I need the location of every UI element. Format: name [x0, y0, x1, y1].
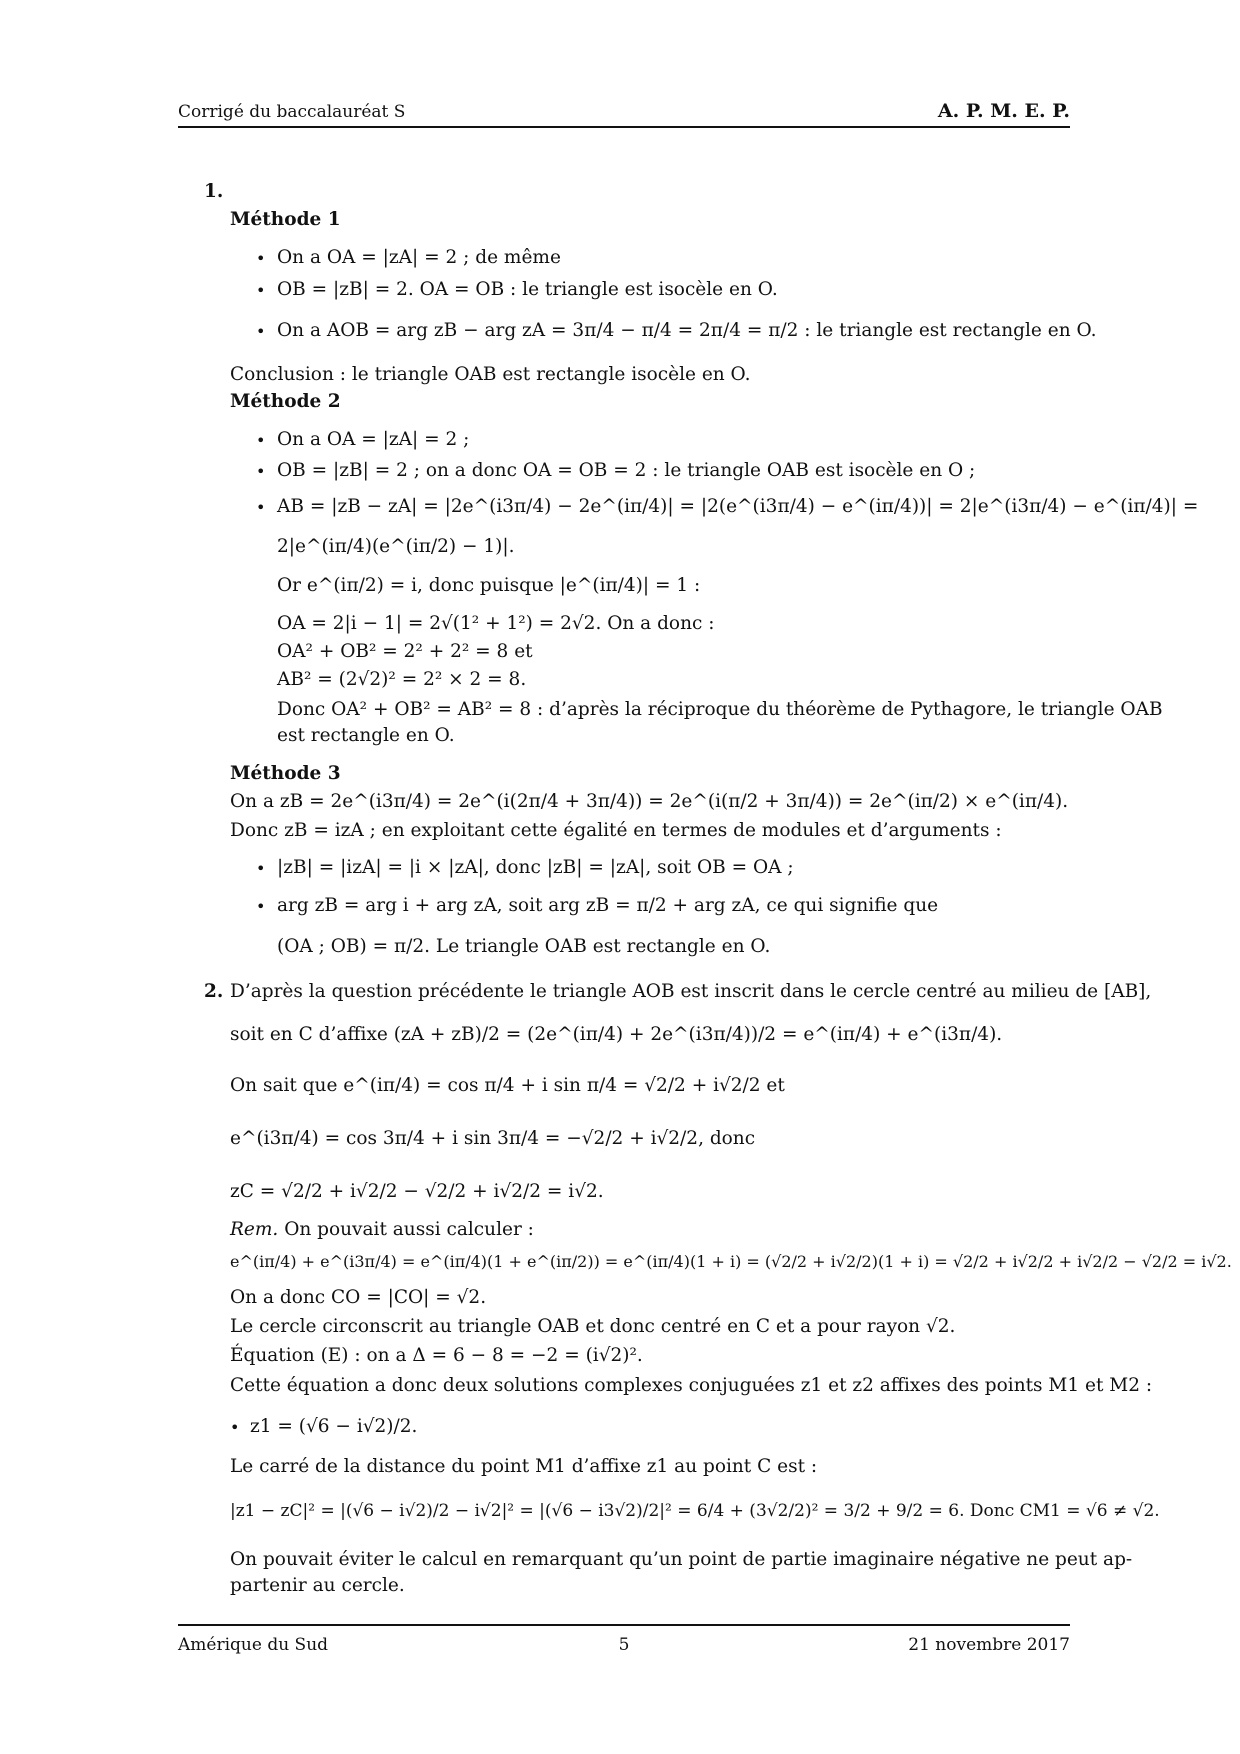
q2-line-10: Cette équation a donc deux solutions complexes conjuguées z1 et z2 affixes des points M1 et M2 :	[230, 1375, 1153, 1396]
m1-line-2: OB = |zB| = 2. OA = OB : le triangle est isocèle en O.	[277, 279, 778, 300]
m2-line-6: OA = 2|i − 1| = 2√(1² + 1²) = 2√2. On a donc :	[277, 613, 715, 634]
q2-remark	[230, 1218, 534, 1242]
q2-line-3: On sait que e^(iπ/4) = cos π/4 + i sin π/4 = √2/2 + i√2/2 et	[230, 1075, 785, 1096]
bullet: •	[256, 498, 266, 517]
question-1-number: 1.	[204, 181, 224, 202]
m3-line-5: (OA ; OB) = π/2. Le triangle OAB est rectangle en O.	[277, 936, 771, 957]
bullet: •	[256, 897, 266, 916]
bullet: •	[256, 281, 266, 300]
q2-line-5: zC = √2/2 + i√2/2 − √2/2 + i√2/2 = i√2.	[230, 1181, 604, 1202]
q2-line-7: On a donc CO = |CO| = √2.	[230, 1287, 487, 1308]
question-2-number: 2.	[204, 981, 224, 1002]
m3-line-1: On a zB = 2e^(i3π/4) = 2e^(i(2π/4 + 3π/4)) = 2e^(i(π/2 + 3π/4)) = 2e^(iπ/2) × e^(iπ/4).	[230, 791, 1069, 812]
q2-line-6: e^(iπ/4) + e^(i3π/4) = e^(iπ/4)(1 + e^(iπ/2)) = e^(iπ/4)(1 + i) = (√2/2 + i√2/2)(1 + i) = √2/2 + i√2/2 + i√2/2 − √2/2 = i√2.	[230, 1252, 1232, 1271]
method-3-title: Méthode 3	[230, 763, 341, 784]
bullet: •	[256, 859, 266, 878]
bullet: •	[256, 322, 266, 341]
m2-line-1: On a OA = |zA| = 2 ;	[277, 429, 470, 450]
method-2-title: Méthode 2	[230, 391, 341, 412]
footer-left: Amérique du Sud	[178, 1635, 329, 1655]
m1-line-1: On a OA = |zA| = 2 ; de même	[277, 247, 561, 268]
q2-line-15: partenir au cercle.	[230, 1575, 405, 1596]
m2-line-4: 2|e^(iπ/4)(e^(iπ/2) − 1)|.	[277, 536, 515, 557]
header-left: Corrigé du baccalauréat S	[178, 102, 406, 122]
q2-line-9: Équation (E) : on a Δ = 6 − 8 = −2 = (i√2)².	[230, 1345, 643, 1366]
remark-text: On pouvait aussi calculer :	[284, 1219, 534, 1240]
q2-line-13: |z1 − zC|² = |(√6 − i√2)/2 − i√2|² = |(√6 − i3√2)/2|² = 6/4 + (3√2/2)² = 3/2 + 9/2 = 6. Donc CM1 = √6 ≠ √2.	[230, 1501, 1160, 1521]
header-right: A. P. M. E. P.	[937, 100, 1070, 122]
footer-rule	[178, 1624, 1070, 1626]
m1-conclusion: Conclusion : le triangle OAB est rectangle isocèle en O.	[230, 364, 751, 385]
m2-line-5: Or e^(iπ/2) = i, donc puisque |e^(iπ/4)| = 1 :	[277, 575, 701, 596]
page-number: 5	[618, 1635, 630, 1655]
q2-line-1: D’après la question précédente le triangle AOB est inscrit dans le cercle centré au milieu de [AB],	[230, 981, 1152, 1002]
m2-line-10: est rectangle en O.	[277, 725, 455, 746]
q2-line-8: Le cercle circonscrit au triangle OAB et donc centré en C et a pour rayon √2.	[230, 1316, 956, 1337]
m3-line-2: Donc zB = izA ; en exploitant cette égalité en termes de modules et d’arguments :	[230, 820, 1002, 841]
footer-date: 21 novembre 2017	[908, 1635, 1070, 1655]
q2-line-14: On pouvait éviter le calcul en remarquant qu’un point de partie imaginaire négative ne peut ap-	[230, 1549, 1133, 1570]
q2-line-4: e^(i3π/4) = cos 3π/4 + i sin 3π/4 = −√2/2 + i√2/2, donc	[230, 1128, 756, 1149]
m3-line-4: arg zB = arg i + arg zA, soit arg zB = π/2 + arg zA, ce qui signifie que	[277, 895, 939, 916]
header-rule	[178, 126, 1070, 128]
m2-line-8: AB² = (2√2)² = 2² × 2 = 8.	[277, 669, 527, 690]
m2-line-7: OA² + OB² = 2² + 2² = 8 et	[277, 641, 533, 662]
bullet: •	[256, 249, 266, 268]
method-1-title: Méthode 1	[230, 209, 341, 230]
q2-line-12: Le carré de la distance du point M1 d’affixe z1 au point C est :	[230, 1456, 818, 1477]
remark-label: Rem.	[230, 1219, 279, 1240]
m2-line-9: Donc OA² + OB² = AB² = 8 : d’après la réciproque du théorème de Pythagore, le triangle OAB	[277, 699, 1163, 720]
bullet: •	[256, 431, 266, 450]
q2-line-2: soit en C d’affixe (zA + zB)/2 = (2e^(iπ/4) + 2e^(i3π/4))/2 = e^(iπ/4) + e^(i3π/4).	[230, 1024, 1003, 1045]
m2-line-2: OB = |zB| = 2 ; on a donc OA = OB = 2 : le triangle OAB est isocèle en O ;	[277, 460, 976, 481]
m3-line-3: |zB| = |izA| = |i × |zA|, donc |zB| = |zA|, soit OB = OA ;	[277, 857, 794, 878]
bullet: •	[256, 462, 266, 481]
bullet: •	[230, 1418, 240, 1437]
m2-line-3: AB = |zB − zA| = |2e^(i3π/4) − 2e^(iπ/4)| = |2(e^(i3π/4) − e^(iπ/4))| = 2|e^(i3π/4) − e^(iπ/4)| =	[277, 496, 1199, 517]
q2-line-11: z1 = (√6 − i√2)/2.	[250, 1416, 418, 1437]
m1-line-3: On a AOB = arg zB − arg zA = 3π/4 − π/4 = 2π/4 = π/2 : le triangle est rectangle en O.	[277, 320, 1097, 341]
